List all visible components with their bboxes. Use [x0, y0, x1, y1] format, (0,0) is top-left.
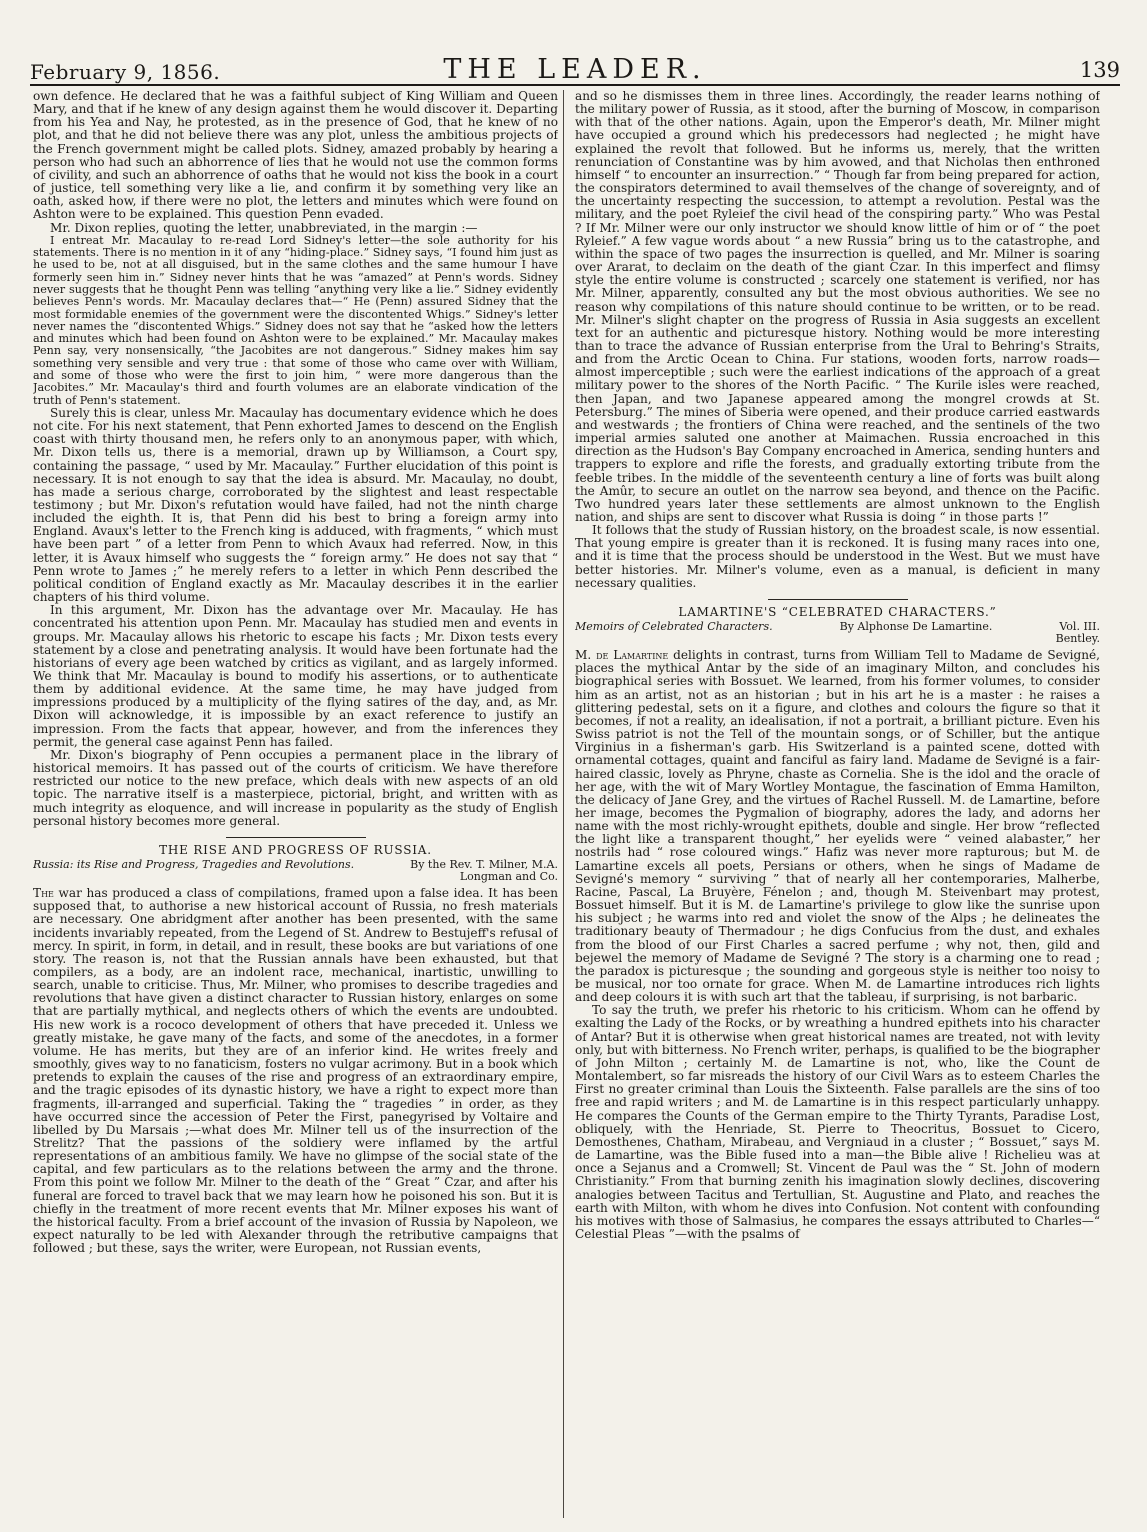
section-separator — [768, 599, 908, 600]
lamartine-paragraph-1 — [575, 649, 1100, 1004]
lamartine-volume: Vol. III. — [1059, 620, 1100, 634]
left-column — [33, 90, 558, 1520]
penn-paragraph-1: own defence. He declared that he was a faithful subject of King William and Queen Mary, and that if he knew of any design against them he would discover it. Departing from his Yea and Nay, he protested, as in the presence of God, that he knew of no plot, and that he did not believe there was any plot, unless the ambitious projects of the French government might be called plots. Sidney, amazed probably by hearing a person who had such an abhorrence of lies that he would not use the common forms of civility, and such an abhorrence of oaths that he would not kiss the book in a court of justice, tell something very like a lie, and confirm it by something very like an oath, asked how, if there were no plot, the letters and minutes which were found on Ashton were to be explained. This question Penn evaded. — [33, 90, 558, 222]
russia-paragraph-3: It follows that the study of Russian history, on the broadest scale, is now essential. That young empire is greater than it is reckoned. It is fusing many races into one, and it is time that the process should be understood in the West. But we must have better histories. Mr. Milner's volume, even as a manual, is deficient in many necessary qualities. — [575, 523, 1100, 590]
penn-paragraph-4: In this argument, Mr. Dixon has the advantage over Mr. Macaulay. He has concentrated his attention upon Penn. Mr. Macaulay has studied men and events in groups. Mr. Macaulay allows his rhetoric to escape his facts ; Mr. Dixon tests every statement by a close and penetrating analysis. It would have been fortunate had the historians of every age been watched by critics as vigilant, and as largely informed. We think that Mr. Macaulay is bound to modify his assertions, or to authenticate them by additional evidence. At the same time, he may have judged from impressions produced by a multiplicity of the flying satires of the day, and, as Mr. Dixon will acknowledge, it is impossible by an exact reference to justify an impression. From the facts that appear, however, and from the inferences they permit, the general case against Penn has failed. — [33, 603, 558, 749]
russia-author: By the Rev. T. Milner, M.A. — [410, 858, 558, 872]
section-separator — [226, 837, 366, 838]
lamartine-heading: LAMARTINE'S “CELEBRATED CHARACTERS.” — [678, 604, 997, 619]
russia-paragraph-1-text: war has produced a class of compilations, framed upon a false idea. It has been supposed that, to authorise a new historical account of Russia, no fresh materials are necessary. One abridgment after another has been presented, with the same incidents invariably repeated, from the Legend of St. Andrew to Bestujeff's refusal of mercy. In spirit, in form, in detail, and in result, these books are but variations of one story. The reason is, not that the Russian annals have been exhausted, but that compilers, as a body, are an indolent race, mechanical, inartistic, unwilling to search, unable to criticise. Thus, Mr. Milner, who promises to describe tragedies and revolutions that have given a distinct character to Russian history, enlarges on some that are partially mythical, and neglects others of which the events are undoubted. His new work is a rococo development of others that have preceded it. Unless we greatly mistake, he gave many of the facts, and some of the anecdotes, in a former volume. He has merits, but they are of an inferior kind. He writes freely and smoothly, gives way to no fanaticism, fosters no vulgar acrimony. But in a book which pretends to explain the causes of the rise and progress of an extraordinary empire, and the tragic episodes of its dynastic history, we have a right to expect more than fragments, ill-arranged and superficial. Taking the “ tragedies ” in order, as they have occurred since the accession of Peter the First, panegyrised by Voltaire and libelled by Du Marsais ;—what does Mr. Milner tell us of the insurrection of the Strelitz? That the passions of the soldiery were inflamed by the artful representations of an ambitious family. We have no glimpse of the social state of the capital, and few particulars as to the relations between the army and the throne. From this point we follow Mr. Milner to the death of the “ Great ” Czar, and after his funeral are forced to travel back that we may learn how he poisoned his son. But it is chiefly in the treatment of more recent events that Mr. Milner exposes his want of the historical faculty. From a brief account of the invasion of Russia by Napoleon, we expect naturally to be led with Alexander through the retributive campaigns that followed ; but these, says the writer, were European, not Russian events, — [33, 886, 558, 1256]
right-column — [575, 90, 1100, 1520]
russia-paragraph-2: and so he dismisses them in three lines. Accordingly, the reader learns nothing of the military power of Russia, as it stood, after the burning of Moscow, in comparison with that of the other nations. Again, upon the Emperor's death, Mr. Milner might have occupied a ground which his predecessors had neglected ; he might have explained the revolt that followed. But he informs us, merely, that the written renunciation of Constantine was by him avowed, and that Nicholas then enthroned himself “ to encounter an insurrection.” “ Though far from being prepared for action, the conspirators determined to avail themselves of the change of sovereignty, and of the uncertainty respecting the succession, to attempt a revolution. Pestal was the military, and the poet Ryleief the civil head of the conspiring party.” Who was Pestal ? If Mr. Milner were our only instructor we should know little of him or of “ the poet Ryleief.” A few vague words about “ a new Russia” bring us to the catastrophe, and within the space of two pages the insurrection is quelled, and Mr. Milner is soaring over Ararat, to declaim on the death of the giant Czar. In this imperfect and flimsy style the entire volume is constructed ; scarcely one statement is verified, nor has Mr. Milner, apparently, consulted any but the most obvious authorities. We see no reason why compilations of this nature should continue to be written, or to be read. Mr. Milner's slight chapter on the progress of Russia in Asia suggests an excellent text for an authentic and picturesque history. Nothing would be more interesting than to trace the advance of Russian enterprise from the Ural to Behring's Straits, and from the Arctic Ocean to China. Fur stations, wooden forts, narrow roads—almost imperceptible ; such were the earliest indications of the approach of a great military power to the shores of the North Pacific. “ The Kurile isles were reached, then Japan, and two Japanese appeared among the mongrel crowds at St. Petersburg.” The mines of Siberia were opened, and their produce carried eastwards and westwards ; the frontiers of China were reached, and the sentinels of the two imperial armies saluted one another at Maimachen. Russia encroached in this direction as the Hudson's Bay Company encroached in America, sending hunters and trappers to explore and rifle the forests, and gradually extorting tribute from the feeble tribes. In the middle of the seventeenth century a line of forts was built along the Amûr, to secure an outlet on the narrow sea beyond, and thence on the Pacific. Two hundred years later these settlements are almost unknown to the English nation, and ships are sent to discover what Russia is doing “ in those parts !” — [575, 90, 1100, 524]
issue-date: February 9, 1856. — [30, 60, 221, 84]
dixon-quote: I entreat Mr. Macaulay to re-read Lord Sidney's letter—the sole authority for his statements. There is no mention in it of any “hiding-place.” Sidney says, “I found him just as he used to be, not at all disguised, but in the same clothes and the same humour I have formerly seen him in.” Sidney never hints that he was “amazed” at Penn's words. Sidney never suggests that he thought Penn was telling “anything very like a lie.” Sidney evidently believes Penn's words. Mr. Macaulay declares that—“ He (Penn) assured Sidney that the most formidable enemies of the government were the discontented Whigs.” Sidney's letter never names the “discontented Whigs.” Sidney does not say that he “asked how the letters and minutes which had been found on Ashton were to be explained.” Mr. Macaulay makes Penn say, very nonsensically, “the Jacobites are not dangerous.” Sidney makes him say something very sensible and very true : that some of those who came over with William, and some of those who were the first to join him, “ were more dangerous than the Jacobites.” Mr. Macaulay's third and fourth volumes are an elaborate vindication of the truth of Penn's statement. — [33, 233, 558, 407]
russia-lead-word: The — [33, 886, 54, 901]
russia-publisher: Longman and Co. — [459, 870, 558, 884]
masthead — [30, 52, 1120, 84]
lamartine-paragraph-1-text: delights in contrast, turns from William Tell to Madame de Sevigné, places the mythical Antar by the side of an imaginary Milton, and concludes his biographical series with Bossuet. We learned, from his former volumes, to consider him as an artist, not as an historian ; but in his art he is a master : he raises a glittering pedestal, sets on it a figure, and clothes and colours the figure so that it becomes, if not a reality, an idealisation, if not a portrait, a brilliant picture. Even his Swiss patriot is not the Tell of the mountain songs, or of Schiller, but the antique Virginius in a fisherman's garb. His Switzerland is a painted scene, dotted with ornamental cottages, quaint and fanciful as fairy land. Madame de Sevigné is a fair-haired classic, lovely as Phryne, chaste as Cornelia. She is the idol and the oracle of her age, with the wit of Mary Wortley Montague, the fascination of Emma Hamilton, the delicacy of Jane Grey, and the virtues of Rachel Russell. M. de Lamartine, before her image, becomes the Pygmalion of biography, adores the lady, and adorns her name with the most richly-wrought epithets, double and single. Her brow “reflected the light like a transparent thought,” her eyelids were “ veined alabaster,” her nostrils had “ rose coloured wings.” Hafiz was never more rapturous; but M. de Lamartine excels all poets, Persians or others, when he sings of Madame de Sevigné's memory “ surviving ” that of nearly all her contemporaries, Malherbe, Racine, Pascal, La Bruyère, Fénelon ; and, though M. Steivenbart may protest, Bossuet himself. But it is M. de Lamartine's privilege to glow like the sunrise upon his subject ; he warms into red and violet the snow of the Alps ; he delineates the traditionary beauty of Thermadour ; he digs Confucius from the dust, and exhales from the blood of our First Charles a sacred perfume ; why not, then, gild and bejewel the memory of Madame de Sevigné ? The story is a charming one to read ; the paradox is picturesque ; the sounding and gorgeous style is neither too noisy to be musical, nor too ornate for grace. When M. de Lamartine introduces rich lights and deep colours it is with such art that the tableau, if surprising, is not barbaric. — [575, 648, 1100, 1005]
russia-paragraph-1 — [33, 887, 558, 1255]
penn-paragraph-3: Surely this is clear, unless Mr. Macaulay has documentary evidence which he does not cite. For his next statement, that Penn exhorted James to descend on the English coast with thirty thousand men, he refers only to an anonymous paper, with which, Mr. Dixon tells us, there is a memorial, drawn up by Williamson, a Court spy, containing the passage, “ used by Mr. Macaulay.” Further elucidation of this point is necessary. It is not enough to say that the idea is absurd. Mr. Macaulay, no doubt, has made a serious charge, corroborated by the slightest and least respectable testimony ; but Mr. Dixon's refutation would have failed, had not the ninth charge included the eighth. It is, that Penn did his best to bring a foreign army into England. Avaux's letter to the French king is adduced, with fragments, “ which must have been part ” of a letter from Penn to which Avaux had referred. Now, in this letter, it is Avaux himself who suggests the “ foreign army.” He does not say that “ Penn wrote to James ;” he merely refers to a letter in which Penn described the political condition of England exactly as Mr. Macaulay describes it in the earlier chapters of his third volume. — [33, 405, 558, 605]
lamartine-paragraph-2: To say the truth, we prefer his rhetoric to his criticism. Whom can he offend by exalting the Lady of the Rocks, or by wreathing a hundred epithets into his character of Antar? But it is otherwise when great historical names are treated, not with levity only, but with bitterness. No French writer, perhaps, is qualified to be the biographer of John Milton ; certainly M. de Lamartine is not, who, like the Count de Montalembert, so far misreads the history of our Civil Wars as to esteem Charles the First no greater criminal than Louis the Sixteenth. False parallels are the sins of too free and rapid writers ; and M. de Lamartine is in this respect particularly unhappy. He compares the Counts of the German empire to the Thirty Tyrants, Paradise Lost, obliquely, with the Henriade, St. Pierre to Theocritus, Bossuet to Cicero, Demosthenes, Chatham, Mirabeau, and Vergniaud in a cluster ; “ Bossuet,” says M. de Lamartine, was the Bible fused into a man—the Bible alive ! Richelieu was at once a Sejanus and a Cromwell; St. Vincent de Paul was the “ St. John of modern Christianity.” From that burning zenith his imagination slowly declines, discovering analogies between Tacitus and Tertullian, St. Augustine and Plato, and reaches the earth with Milton, with whom he dives into Confusion. Not content with confounding his motives with those of Salmasius, he compares the essays attributed to Charles—“ Celestial Pleas ”—with the psalms of — [575, 1003, 1100, 1241]
lamartine-book-title: Memoirs of Celebrated Characters. — [575, 620, 773, 634]
header-rule — [30, 84, 1120, 86]
page-number: 139 — [1079, 58, 1120, 82]
column-divider — [563, 90, 564, 1518]
paper-title: THE LEADER. — [443, 54, 707, 85]
penn-paragraph-5: Mr. Dixon's biography of Penn occupies a permanent place in the library of historical memoirs. It has passed out of the courts of criticism. We have therefore restricted our notice to the new preface, which deals with new aspects of an old topic. The narrative itself is a masterpiece, pictorial, bright, and written with as much integrity as eloquence, and will increase in popularity as the study of English personal history becomes more general. — [33, 747, 558, 828]
russia-book-title: Russia: its Rise and Progress, Tragedies and Revolutions. — [33, 858, 355, 872]
penn-paragraph-2: Mr. Dixon replies, quoting the letter, unabbreviated, in the margin :— — [50, 220, 478, 235]
lamartine-author: By Alphonse De Lamartine. — [839, 620, 993, 634]
lamartine-publisher: Bentley. — [1055, 632, 1100, 646]
lamartine-citation — [575, 621, 1100, 633]
russia-heading: THE RISE AND PROGRESS OF RUSSIA. — [159, 842, 432, 857]
lamartine-lead-words: M. de Lamartine — [575, 648, 669, 663]
